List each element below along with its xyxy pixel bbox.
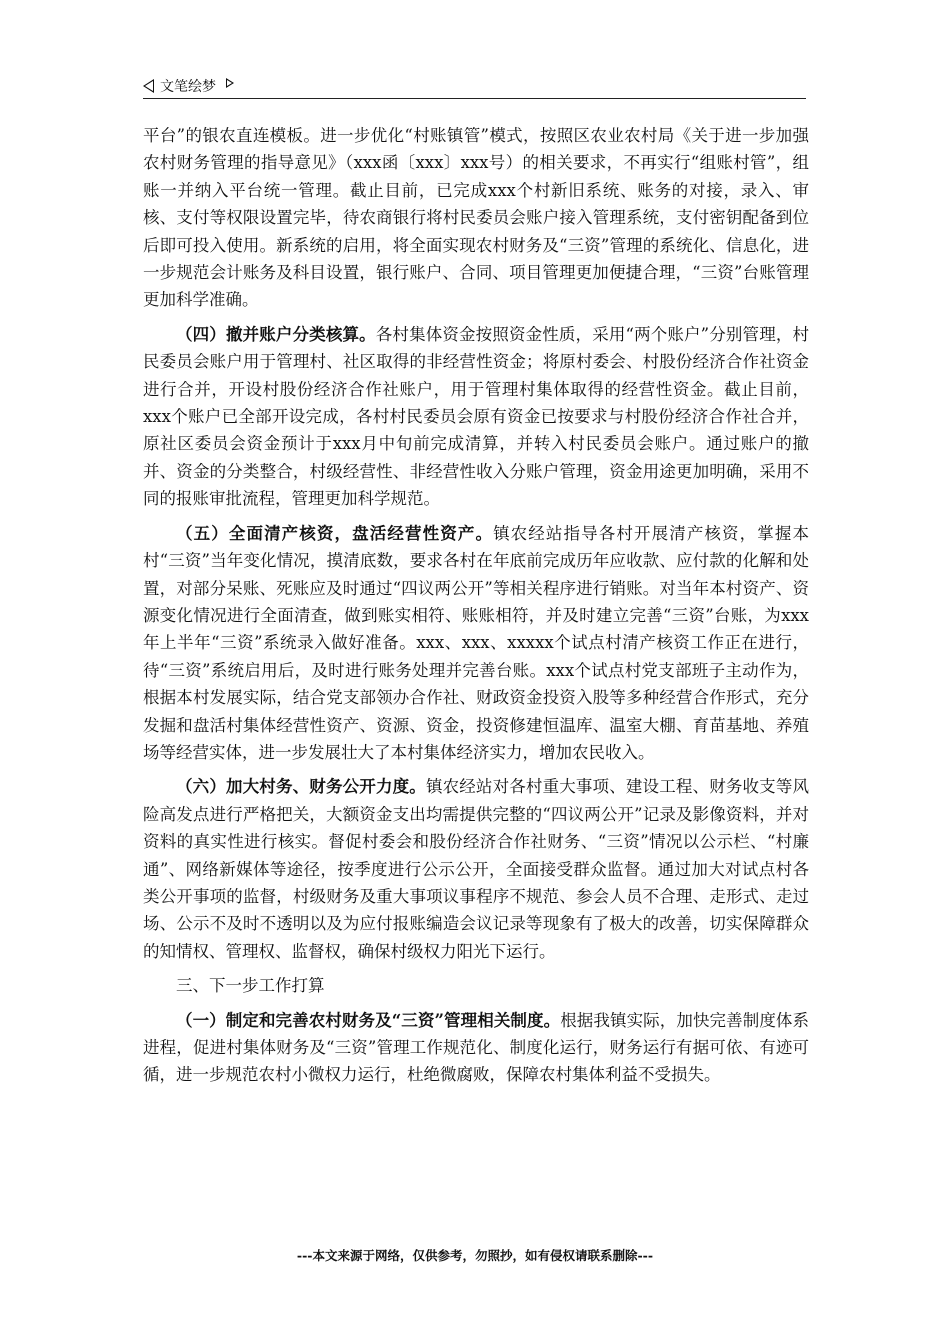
paragraph-section-4: （四）撤并账户分类核算。各村集体资金按照资金性质，采用“两个账户”分别管理，村民委员会账户用于管理村、社区取得的非经营性资金；将原村委会、村股份经济合作社资金进行合并，开设村股份经济合作社账户，用于管理村集体取得的经营性资金。截止目前，xxx个账户已全部开设完成，各村村民委员会原有资金已按要求与村股份经济合作社合并，原社区委员会资金预计于xxx月中旬前完成清算，并转入村民委员会账户。通过账户的撤并、资金的分类整合，村级经营性、非经营性收入分账户管理，资金用途更加明确，采用不同的报账审批流程，管理更加科学规范。 — [143, 324, 810, 509]
section-heading: （四）撤并账户分类核算。 — [176, 324, 376, 344]
brand — [143, 76, 234, 96]
document-body — [143, 122, 809, 1096]
paragraph-section-6: （六）加大村务、财务公开力度。镇农经站对各村重大事项、建设工程、财务收支等风险高发点进行严格把关，大额资金支出均需提供完整的“四议两公开”记录及影像资料，并对资料的真实性进行核实。督促村委会和股份经济合作社财务、“三资”情况以公示栏、“村廉通”、网络新媒体等途径，按季度进行公示公开，全面接受群众监督。通过加大对试点村各类公开事项的监督，村级财务及重大事项议事程序不规范、参会人员不合理、走形式、走过场、公示不及时不透明以及为应付报账编造会议记录等现象有了极大的改善，切实保障群众的知情权、管理权、监督权，确保村级权力阳光下运行。 — [143, 777, 810, 961]
triangle-left-icon — [143, 79, 154, 93]
paragraph-continuation: 平台”的银农直连模板。进一步优化“村账镇管”模式，按照区农业农村局《关于进一步加强农村财务管理的指导意见》（xxx函〔xxx〕xxx号）的相关要求，不再实行“组账村管”，组账一并纳入平台统一管理。截止目前，已完成xxx个村新旧系统、账务的对接，录入、审核、支付等权限设置完毕，待农商银行将村民委员会账户接入管理系统，支付密钥配备到位后即可投入使用。新系统的启用，将全面实现农村财务及“三资”管理的系统化、信息化，进一步规范会计账务及科目设置，银行账户、合同、项目管理更加便捷合理，“三资”台账管理更加科学准确。 — [143, 126, 809, 310]
section-heading: （六）加大村务、财务公开力度。 — [176, 777, 426, 797]
triangle-right-icon — [226, 78, 234, 88]
chapter-heading: 三、下一步工作打算 — [176, 976, 325, 996]
paragraph-next-steps-1: （一）制定和完善农村财务及“三资”管理相关制度。根据我镇实际，加快完善制度体系进程，促进村集体财务及“三资”管理工作规范化、制度化运行，财务运行有据可依、有迹可循，进一步规范农村小微权力运行，杜绝微腐败，保障农村集体利益不受损失。 — [143, 1010, 809, 1085]
brand-name: 文笔绘梦 — [160, 79, 216, 95]
page-header — [143, 72, 806, 99]
section-heading: （五）全面清产核资，盘活经营性资产。 — [176, 523, 494, 543]
paragraph-section-5: （五）全面清产核资，盘活经营性资产。镇农经站指导各村开展清产核资，掌握本村“三资”当年变化情况，摸清底数，要求各村在年底前完成历年应收款、应付款的化解和处置，对部分呆账、死账应及时通过“四议两公开”等相关程序进行销账。对当年本村资产、资源变化情况进行全面清查，做到账实相符、账账相符，并及时建立完善“三资”台账，为xxx年上半年“三资”系统录入做好准备。xxx、xxx、xxxxx个试点村清产核资工作正在进行，待“三资”系统启用后，及时进行账务处理并完善台账。xxx个试点村党支部班子主动作为，根据本村发展实际，结合党支部领办合作社、财政资金投资入股等多种经营合作形式，充分发掘和盘活村集体经营性资产、资源、资金，投资修建恒温库、温室大棚、育苗基地、养殖场等经营实体，进一步发展壮大了本村集体经济实力，增加农民收入。 — [143, 523, 810, 762]
page-footer: ---本文来源于网络，仅供参考，勿照抄，如有侵权请联系删除--- — [296, 1248, 654, 1263]
section-heading: （一）制定和完善农村财务及“三资”管理相关制度。 — [176, 1010, 561, 1030]
